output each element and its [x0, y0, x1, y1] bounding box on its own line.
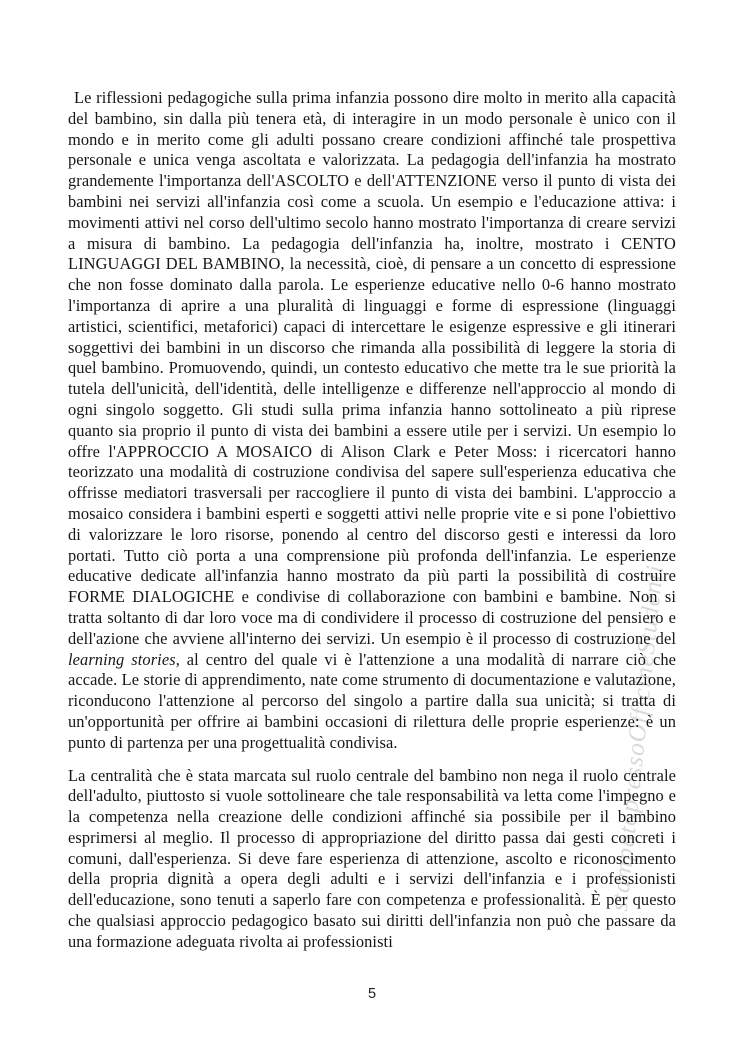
paragraph-1-text-before-italic: Le riflessioni pedagogiche sulla prima infanzia possono dire molto in merito alla capacità del bambino, sin dalla più tenera età, di interagire in un modo personale è unico con il mondo e in merito come gli adulti possano creare condizioni affinché tale prospettiva personale e unica venga ascoltata e valorizzata. La pedagogia dell'infanzia ha mostrato grandemente l'importanza dell'ASCOLTO e dell'ATTENZIONE verso il punto di vista dei bambini nei servizi all'infanzia così come a scuola. Un esempio e l'educazione attiva: i movimenti attivi nel corso dell'ultimo secolo hanno mostrato l'importanza di creare servizi a misura di bambino. La pedagogia dell'infanzia ha, inoltre, mostrato i CENTO LINGUAGGI DEL BAMBINO, la necessità, cioè, di pensare a un concetto di espressione che non fosse dominato dalla parola. Le esperienze educative nello 0-6 hanno mostrato l'importanza di aprire a una pluralità di linguaggi e forme di espressione (linguaggi artistici, scientifici, metaforici) capaci di intercettare le esigenze espressive e gli itinerari soggettivi dei bambini in un discorso che rimanda alla possibilità di leggere la storia di quel bambino. Promuovendo, quindi, un contesto educativo che mette tra le sue priorità la tutela dell'unicità, dell'identità, delle intelligenze e differenze nell'approccio al mondo di ogni singolo soggetto. Gli studi sulla prima infanzia hanno sottolineato a più riprese quanto sia proprio il punto di vista dei bambini a essere utile per i servizi. Un esempio lo offre l'APPROCCIO A MOSAICO di Alison Clark e Peter Moss: i ricercatori hanno teorizzato una modalità di costruzione condivisa del sapere sull'esperienza educativa che offrisse mediatori trasversali per raccogliere il punto di vista dei bambini. L'approccio a mosaico considera i bambini esperti e soggetti attivi nelle proprie vite e si pone l'obiettivo di valorizzare le loro risorse, ponendo al centro del discorso gesti e interessi da loro portati. Tutto ciò porta a una comprensione più profonda dell'infanzia. Le esperienze educative dedicate all'infanzia hanno mostrato da più parti la possibilità di costruire FORME DIALOGICHE e condivise di collaborazione con bambini e bambine. Non si tratta soltanto di dar loro voce ma di condividere il processo di costruzione del pensiero e dell'azione che avviene all'interno dei servizi. Un esempio è il processo di costruzione del [68, 88, 676, 648]
text-block [68, 88, 676, 953]
italic-term-learning-stories: learning stories [68, 649, 176, 669]
page-number: 5 [367, 986, 377, 1002]
paragraph-1-text-after-italic: , al centro del quale vi è l'attenzione a una modalità di narrare ciò che accade. Le storie di apprendimento, nate come strumento di documentazione e valutazione, riconducono l'attenzione al percorso del singolo a partire dalla sua unicità; si tratta di un'opportunità per offrire ai bambini occasioni di rilettura delle proprie esperienze: è un punto di partenza per una progettualità condivisa. [68, 649, 676, 752]
paragraph-2: La centralità che è stata marcata sul ruolo centrale del bambino non nega il ruolo centrale dell'adulto, piuttosto si vuole sottolineare che tale responsabilità va letta come l'impegno e la competenza nella creazione delle condizioni affinché sia possibile per il bambino esprimersi al meglio. Il processo di appropriazione del diritto passa dai gesti concreti i comuni, dall'esperienza. Si deve fare esperienza di attenzione, ascolto e riconoscimento della propria dignità a opera degli adulti e i servizi dell'infanzia e i professionisti dell'educazione, sono tenuti a saperlo fare con competenza e professionalità. È per questo che qualsiasi approccio pedagogico basato sui diritti dell'infanzia non può che passare da una formazione adeguata rivolta ai professionisti [68, 765, 676, 951]
diagonal-watermark: stampatopressoOfficineStudenti [605, 563, 670, 913]
paragraph-1 [68, 88, 676, 754]
